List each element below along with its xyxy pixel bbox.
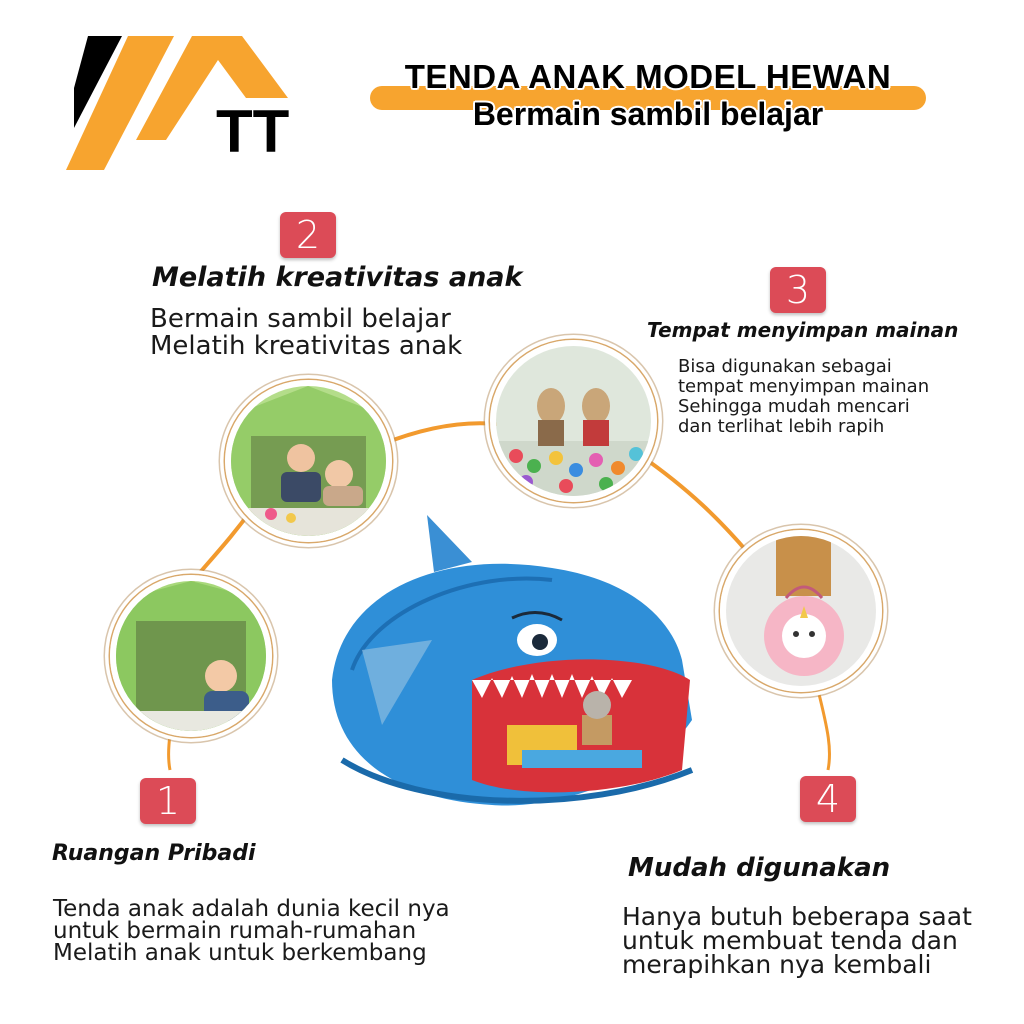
feature-4-number-badge: 4 (800, 776, 856, 822)
feature-1-title: Ruangan Pribadi (52, 841, 256, 866)
logo-text: TT (216, 98, 290, 165)
child-in-green-tent-icon (116, 581, 266, 731)
feature-1-photo (110, 575, 272, 737)
feature-1-number-badge: 1 (140, 778, 196, 824)
page-subtitle: Bermain sambil belajar (472, 96, 824, 132)
feature-4-photo (720, 530, 882, 692)
feature-3-description: Bisa digunakan sebagai tempat menyimpan mainan Sehingga mudah mencari dan terlihat lebih rapih (678, 356, 930, 437)
feature-3-photo (490, 340, 657, 502)
feature-3-number-badge: 3 (770, 267, 826, 313)
page-title: TENDA ANAK MODEL HEWAN (404, 58, 892, 95)
shark-tent-product-photo (322, 510, 704, 816)
feature-2-title: Melatih kreativitas anak (152, 262, 523, 293)
feature-2-number-badge: 2 (280, 212, 336, 258)
feature-4-description: Hanya butuh beberapa saat untuk membuat tenda dan merapihkan nya kembali (622, 902, 972, 979)
toys-and-balls-icon (496, 346, 651, 496)
shark-tent-icon (322, 510, 704, 816)
feature-1-description: Tenda anak adalah dunia kecil nya untuk bermain rumah-rumahan Melatih anak untuk berkembang (53, 896, 450, 966)
feature-3-title: Tempat menyimpan mainan (647, 318, 959, 342)
brand-logo (66, 36, 296, 172)
feature-4-title: Mudah digunakan (628, 853, 891, 883)
folded-tent-bag-icon (726, 536, 876, 686)
feature-2-description: Bermain sambil belajar Melatih kreativitas anak (150, 304, 463, 361)
